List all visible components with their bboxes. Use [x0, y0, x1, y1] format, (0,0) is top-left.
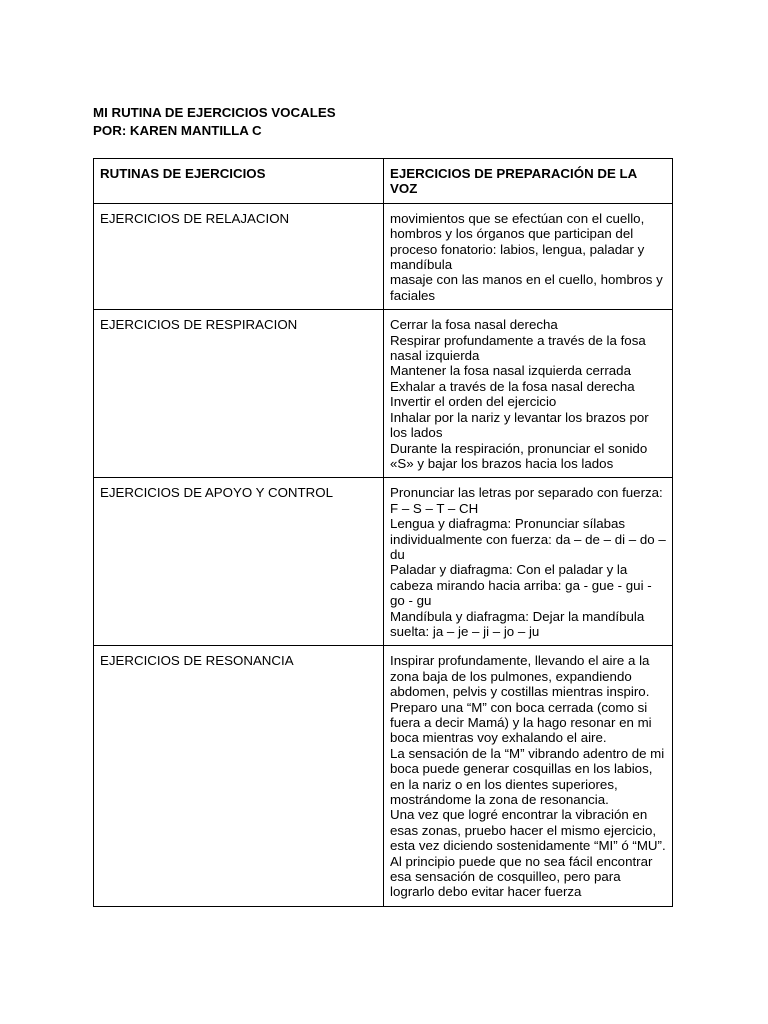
- description-line: movimientos que se efectúan con el cuello, hombros y los órganos que participan del proceso fonatorio: labios, lengua, paladar y mandíbula: [390, 210, 645, 273]
- description-line: Durante la respiración, pronunciar el sonido «S» y bajar los brazos hacia los lados: [390, 440, 648, 471]
- description-line: Mantener la fosa nasal izquierda cerrada: [390, 363, 631, 379]
- description-line: Al principio puede que no sea fácil encontrar esa sensación de cosquilleo, pero para lograrlo debo evitar hacer fuerza: [390, 853, 653, 900]
- description-line: Lengua y diafragma: Pronunciar sílabas individualmente con fuerza: da – de – di – do – du: [390, 516, 666, 562]
- routine-name: EJERCICIOS DE RESONANCIA: [94, 646, 384, 907]
- table-row: [94, 310, 673, 478]
- header-routines: RUTINAS DE EJERCICIOS: [94, 159, 384, 204]
- table-row: [94, 478, 673, 646]
- description-line: Pronunciar las letras por separado con fuerza: F – S – T – CH: [390, 485, 663, 516]
- description-line: Respirar profundamente a través de la fosa nasal izquierda: [390, 332, 646, 364]
- routine-description: [384, 310, 673, 478]
- description-line: Invertir el orden del ejercicio: [390, 394, 557, 410]
- header-preparation: EJERCICIOS DE PREPARACIÓN DE LA VOZ: [384, 159, 673, 204]
- routine-description: [384, 478, 673, 646]
- description-line: La sensación de la “M” vibrando adentro de mi boca puede generar cosquillas en los labios, en la nariz o en los dientes superiores, mostrándome la zona de resonancia.: [390, 745, 665, 808]
- routine-name: EJERCICIOS DE RELAJACION: [94, 203, 384, 309]
- routine-name: EJERCICIOS DE APOYO Y CONTROL: [94, 478, 384, 646]
- routine-description: [384, 646, 673, 907]
- description-line: Mandíbula y diafragma: Dejar la mandíbula suelta: ja – je – ji – jo – ju: [390, 608, 645, 639]
- table-row: [94, 646, 673, 907]
- description-line: Inspirar profundamente, llevando el aire a la zona baja de los pulmones, expandiendo abdomen, pelvis y costillas mientras inspiro.: [390, 653, 650, 700]
- routine-name: EJERCICIOS DE RESPIRACION: [94, 310, 384, 478]
- document-author: POR: KAREN MANTILLA C: [93, 123, 262, 138]
- description-line: masaje con las manos en el cuello, hombros y faciales: [390, 272, 663, 303]
- description-line: Exhalar a través de la fosa nasal derecha: [390, 378, 635, 394]
- document-heading: [93, 104, 336, 140]
- description-line: Una vez que logré encontrar la vibración en esas zonas, pruebo hacer el mismo ejercicio, esta vez diciendo sostenidamente “MI” ó “MU”.: [390, 807, 666, 854]
- routine-description: [384, 203, 673, 309]
- description-line: Inhalar por la nariz y levantar los brazos por los lados: [390, 409, 649, 441]
- document-title: MI RUTINA DE EJERCICIOS VOCALES: [93, 105, 336, 120]
- description-line: Paladar y diafragma: Con el paladar y la cabeza mirando hacia arriba: ga - gue - gui - go - gu: [390, 562, 652, 609]
- description-line: Preparo una “M” con boca cerrada (como si fuera a decir Mamá) y la hago resonar en mi boca mientras voy exhalando el aire.: [390, 699, 652, 746]
- exercise-table: [93, 158, 673, 907]
- table-header-row: [94, 159, 673, 204]
- description-line: Cerrar la fosa nasal derecha: [390, 317, 558, 333]
- table-row: [94, 203, 673, 309]
